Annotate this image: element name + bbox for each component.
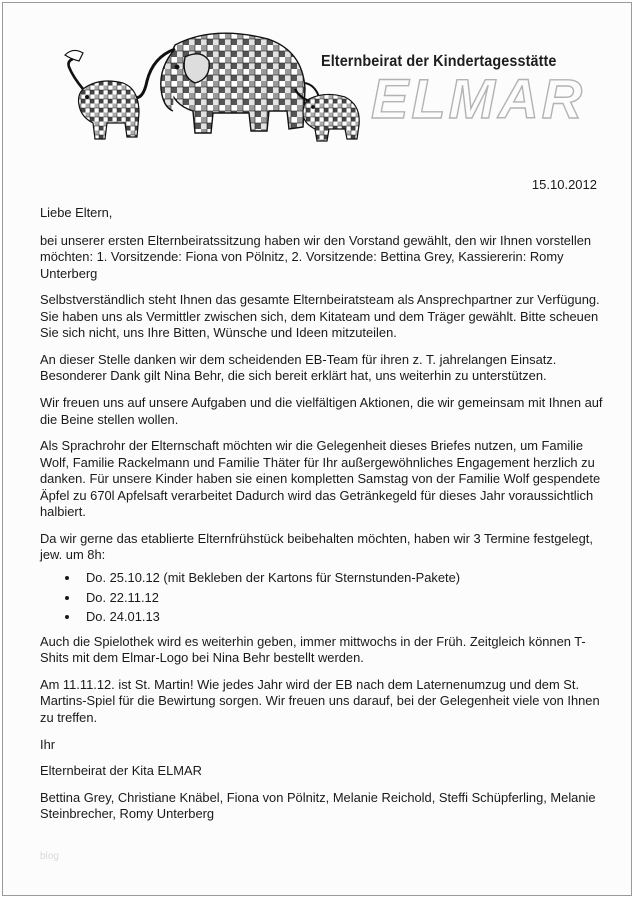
watermark: blog xyxy=(40,851,59,862)
org-title: Elternbeirat der Kindertagesstätte xyxy=(321,53,557,70)
paragraph-st-martin: Am 11.11.12. ist St. Martin! Wie jedes Jahr wird der EB nach dem Laternenumzug und dem St. Martins-Spiel für die Bewirtung sorgen. Wir freuen uns darauf, bei der Gelegenheit viele von Ihnen zu treffen. xyxy=(40,676,600,725)
paragraph-fruehstueck: Da wir gerne das etablierte Elternfrühstück beibehalten möchten, haben wir 3 Termine festgelegt, jew. um 8h: xyxy=(40,530,593,563)
letter-body xyxy=(40,205,605,833)
list-item: • Do. 22.11.12 xyxy=(80,590,605,607)
list-item: • Do. 25.10.12 (mit Bekleben der Kartons für Sternstunden-Pakete) xyxy=(80,570,605,587)
closing: Ihr xyxy=(40,736,56,752)
sender: Elternbeirat der Kita ELMAR xyxy=(40,763,202,779)
elmar-logo-word: ELMAR xyxy=(371,67,586,130)
paragraph-spielothek: Auch die Spielothek wird es weiterhin geben, immer mittwochs in der Früh. Zeitgleich können T-Shits mit dem Elmar-Logo bei Nina Behr bestellt werden. xyxy=(40,633,586,666)
paragraph-vorstand: bei unserer ersten Elternbeiratssitzung haben wir den Vorstand gewählt, den wir Ihnen vorstellen möchten: 1. Vorsitzende: Fiona von Pölnitz, 2. Vorsitzende: Bettina Grey, Kassiererin: Romy Unterberg xyxy=(40,232,592,281)
left-elephant xyxy=(65,50,139,139)
letter-page xyxy=(2,2,632,896)
paragraph-aufgaben: Wir freuen uns auf unsere Aufgaben und die vielfältigen Aktionen, die wir gemeinsam mit Ihnen auf die Beine stellen wollen. xyxy=(40,395,603,427)
termine-list xyxy=(40,570,605,626)
signatories: Bettina Grey, Christiane Knäbel, Fiona von Pölnitz, Melanie Reichold, Steffi Schüpferling, Melanie Steinbrecher, Romy Unterberg xyxy=(40,789,596,822)
big-elephant xyxy=(133,33,319,133)
paragraph-familien: Als Sprachrohr der Elternschaft möchten wir die Gelegenheit dieses Briefes nutzen, um Familie Wolf, Familie Rackelmann und Familie Thäter für Ihr außergewöhnliches Engagement herzlich zu danken. Für unsere Kinder haben sie einen kompletten Samstag von der Familie Wolf gespendete Äpfel zu 670l Apfelsaft verarbeitet Dadurch wird das Getränkegeld für dieses Jahr voraussichtlich halbiert. xyxy=(40,438,601,520)
elephant-logo-icon xyxy=(63,27,363,157)
letter-date: 15.10.2012 xyxy=(531,177,597,192)
paragraph-team: Selbstverständlich steht Ihnen das gesamte Elternbeiratsteam als Ansprechpartner zur Verfügung. Sie haben uns als Vermittler zwischen sich, dem Kitateam und dem Träger gewählt. Bitte scheuen Sie sich nicht, uns Ihre Bitten, Wünsche und Ideen mitzuteilen. xyxy=(40,292,600,341)
paragraph-dank: An dieser Stelle danken wir dem scheidenden EB-Team für ihren z. T. jahrelangen Einsatz. Besonderer Dank gilt Nina Behr, die sich bereit erklärt hat, uns weiterhin zu unterstützen. xyxy=(40,351,557,384)
list-item: • Do. 24.01.13 xyxy=(80,609,605,626)
salutation: Liebe Eltern, xyxy=(40,205,113,220)
